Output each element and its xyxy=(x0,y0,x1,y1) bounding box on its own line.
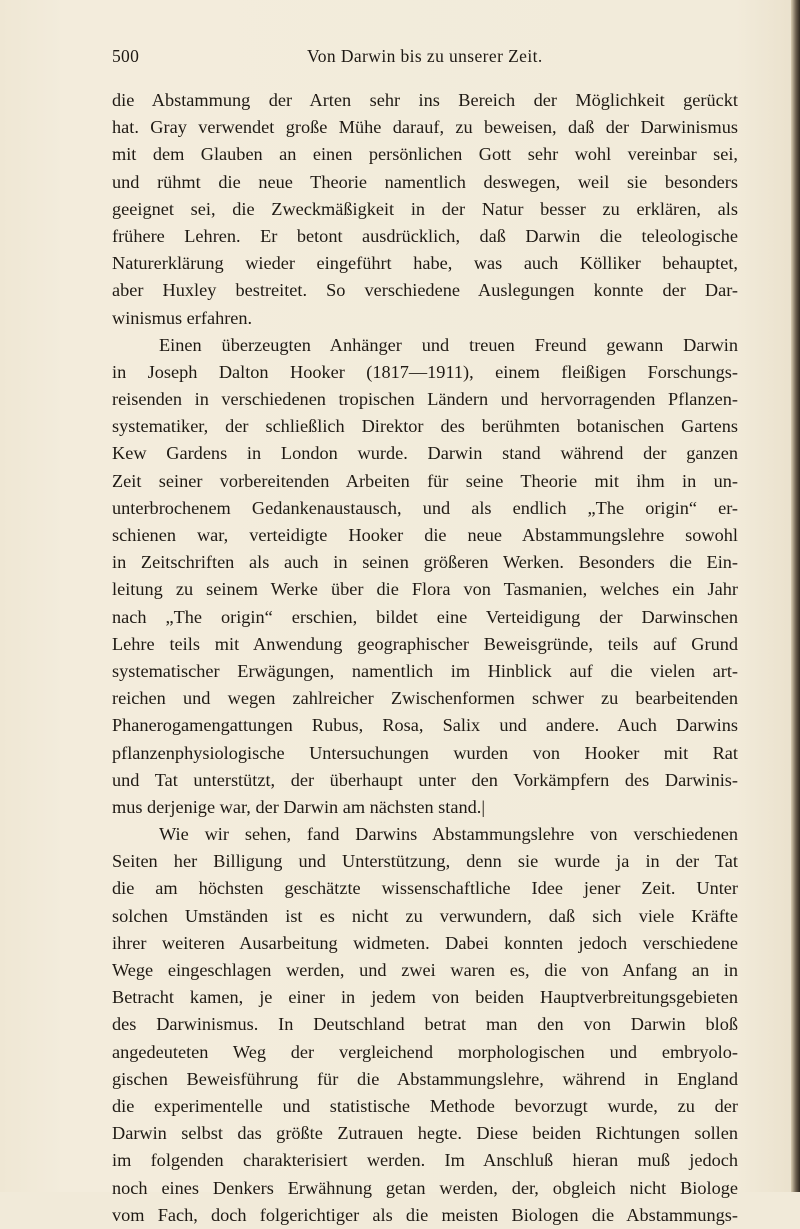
text-line: in Zeitschriften als auch in seinen größeren Werken. Besonders die Ein- xyxy=(112,552,738,573)
text-line: geeignet sei, die Zweckmäßigkeit in der Natur besser zu erklären, als xyxy=(112,198,738,219)
text-line: die am höchsten geschätzte wissenschaftliche Idee jener Zeit. Unter xyxy=(112,878,738,899)
text-line: schienen war, verteidigte Hooker die neue Abstammungslehre sowohl xyxy=(112,525,738,545)
paragraph xyxy=(112,87,738,332)
text-line: Zeit seiner vorbereitenden Arbeiten für seine Theorie mit ihm in un- xyxy=(112,470,738,491)
text-line: Darwin selbst das größte Zutrauen hegte. Diese beiden Richtungen sollen xyxy=(112,1123,738,1144)
body-text xyxy=(112,87,738,1229)
text-line: noch eines Denkers Erwähnung getan werden, der, obgleich nicht Biologe xyxy=(112,1177,738,1198)
text-line: systematiker, der schließlich Direktor des berühmten botanischen Gartens xyxy=(112,416,738,437)
page-edge-shadow xyxy=(791,0,800,1192)
page-number: 500 xyxy=(112,46,140,66)
text-line: leitung zu seinem Werke über die Flora von Tasmanien, welches ein Jahr xyxy=(112,579,738,600)
text-line: die Abstammung der Arten sehr ins Bereich der Möglichkeit gerückt xyxy=(112,90,738,110)
text-line: Seiten her Billigung und Unterstützung, denn sie wurde ja in der Tat xyxy=(112,851,738,872)
text-line: in Joseph Dalton Hooker (1817—1911), einem fleißigen Forschungs- xyxy=(112,361,738,382)
text-line: gischen Beweisführung für die Abstammungslehre, während in England xyxy=(112,1068,738,1089)
text-line: und rühmt die neue Theorie namentlich deswegen, weil sie besonders xyxy=(112,171,738,192)
text-line: im folgenden charakterisiert werden. Im Anschluß hieran muß jedoch xyxy=(112,1150,738,1171)
text-line: frühere Lehren. Er betont ausdrücklich, daß Darwin die teleologische xyxy=(112,225,738,246)
text-line: reisenden in verschiedenen tropischen Ländern und hervorragenden Pflanzen- xyxy=(112,389,738,410)
text-line: Einen überzeugten Anhänger und treuen Freund gewann Darwin xyxy=(159,334,738,355)
text-line: Kew Gardens in London wurde. Darwin stand während der ganzen xyxy=(112,443,738,464)
text-line: mus derjenige war, der Darwin am nächsten stand.| xyxy=(112,796,485,817)
text-line: Wie wir sehen, fand Darwins Abstammungslehre von verschiedenen xyxy=(159,824,738,845)
text-line: winismus erfahren. xyxy=(112,307,253,328)
running-header xyxy=(112,46,742,70)
text-line: und Tat unterstützt, der überhaupt unter den Vorkämpfern des Darwinis- xyxy=(112,769,738,790)
running-title: Von Darwin bis zu unserer Zeit. xyxy=(307,46,543,66)
paragraph xyxy=(112,821,738,1229)
text-line: Wege eingeschlagen werden, und zwei waren es, die von Anfang an in xyxy=(112,960,738,980)
text-line: unterbrochenem Gedankenaustausch, und als endlich „The origin“ er- xyxy=(112,497,738,518)
text-line: Phanerogamengattungen Rubus, Rosa, Salix und andere. Auch Darwins xyxy=(112,715,738,736)
text-line: aber Huxley bestreitet. So verschiedene Auslegungen konnte der Dar- xyxy=(112,280,738,301)
text-line: pflanzenphysiologische Untersuchungen wurden von Hooker mit Rat xyxy=(112,742,738,763)
text-line: hat. Gray verwendet große Mühe darauf, zu beweisen, daß der Darwinismus xyxy=(112,117,738,138)
text-line: solchen Umständen ist es nicht zu verwundern, daß sich viele Kräfte xyxy=(112,905,738,926)
text-line: nach „The origin“ erschien, bildet eine Verteidigung der Darwinschen xyxy=(112,606,738,627)
text-line: des Darwinismus. In Deutschland betrat man den von Darwin bloß xyxy=(112,1014,738,1035)
text-line: Naturerklärung wieder eingeführt habe, was auch Kölliker behauptet, xyxy=(112,253,738,274)
text-line: angedeuteten Weg der vergleichend morphologischen und embryolo- xyxy=(112,1041,738,1062)
text-line: Lehre teils mit Anwendung geographischer Beweisgründe, teils auf Grund xyxy=(112,633,738,654)
text-line: vom Fach, doch folgerichtiger als die meisten Biologen die Abstammungs- xyxy=(112,1204,738,1225)
text-line: mit dem Glauben an einen persönlichen Gott sehr wohl vereinbar sei, xyxy=(112,144,738,165)
text-line: ihrer weiteren Ausarbeitung widmeten. Dabei konnten jedoch verschiedene xyxy=(112,932,738,953)
text-line: reichen und wegen zahlreicher Zwischenformen schwer zu bearbeitenden xyxy=(112,688,738,709)
text-line: die experimentelle und statistische Methode bevorzugt wurde, zu der xyxy=(112,1095,738,1116)
text-line: systematischer Erwägungen, namentlich im Hinblick auf die vielen art- xyxy=(112,660,738,681)
text-line: Betracht kamen, je einer in jedem von beiden Hauptverbreitungsgebieten xyxy=(112,987,738,1008)
paragraph xyxy=(112,332,738,821)
